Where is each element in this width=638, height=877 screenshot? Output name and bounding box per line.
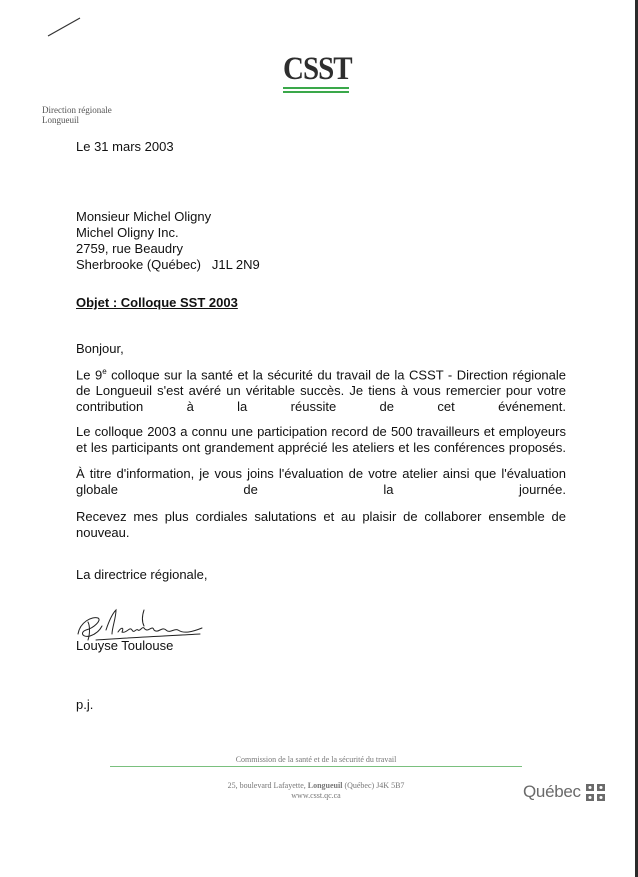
region-line: Direction régionale [42,105,112,115]
logo-green-rule [283,91,349,93]
quebec-logo [523,782,605,802]
footer-address [110,781,522,801]
footer-street-address [110,781,522,791]
logo-green-rule [283,87,349,89]
footer-green-rule [110,766,522,767]
address-city: Longueuil [307,781,343,790]
paragraph-4: Recevez mes plus cordiales salutations et au plaisir de collaborer ensemble de nouveau. [76,509,566,540]
p1-text: colloque sur la santé et la sécurité du travail de la CSST - Direction régionale de Longueuil s'est avéré un véritable succès. Je tiens à vous remercier pour votre contribution à la réussite de cet événement. [76,367,567,415]
recipient-line: Sherbrooke (Québec) J1L 2N9 [76,257,260,272]
address-postal: (Québec) J4K 5B7 [342,781,405,790]
paragraph-2: Le colloque 2003 a connu une participation record de 500 travailleurs et employeurs et les participants ont grandement apprécié les ateliers et les conférences proposés. [76,424,566,455]
greeting: Bonjour, [76,341,124,356]
logo-wordmark: CSST [283,51,352,87]
recipient-address [76,209,566,273]
csst-logo [283,51,352,93]
p1-ordinal-suffix: e [102,367,107,376]
address-street: 25, boulevard Lafayette, [227,781,308,790]
letter-date: Le 31 mars 2003 [76,139,174,154]
paragraph-3: À titre d'information, je vous joins l'évaluation de votre atelier ainsi que l'évaluation globale de la journée. [76,466,566,497]
footer-website: www.csst.qc.ca [291,791,341,800]
region-line: Longueuil [42,115,79,125]
p1-prefix: Le [76,367,95,383]
closing-title: La directrice régionale, [76,567,208,582]
recipient-line: Monsieur Michel Oligny [76,209,212,224]
pen-stroke-mark [44,14,84,40]
recipient-line: Michel Oligny Inc. [76,225,179,240]
quebec-fleurdelise-flag-icon [586,784,605,801]
subject-line: Objet : Colloque SST 2003 [76,295,238,310]
sender-region [42,105,112,125]
enclosure-note: p.j. [76,697,94,712]
recipient-line: 2759, rue Beaudry [76,241,183,256]
letter-subject [76,295,566,311]
quebec-wordmark: Québec [523,782,581,801]
footer-commission: Commission de la santé et de la sécurité du travail [235,755,397,764]
signatory-name: Louyse Toulouse [76,638,174,653]
p1-ordinal: 9 [94,367,103,383]
paragraph-1 [76,364,566,431]
